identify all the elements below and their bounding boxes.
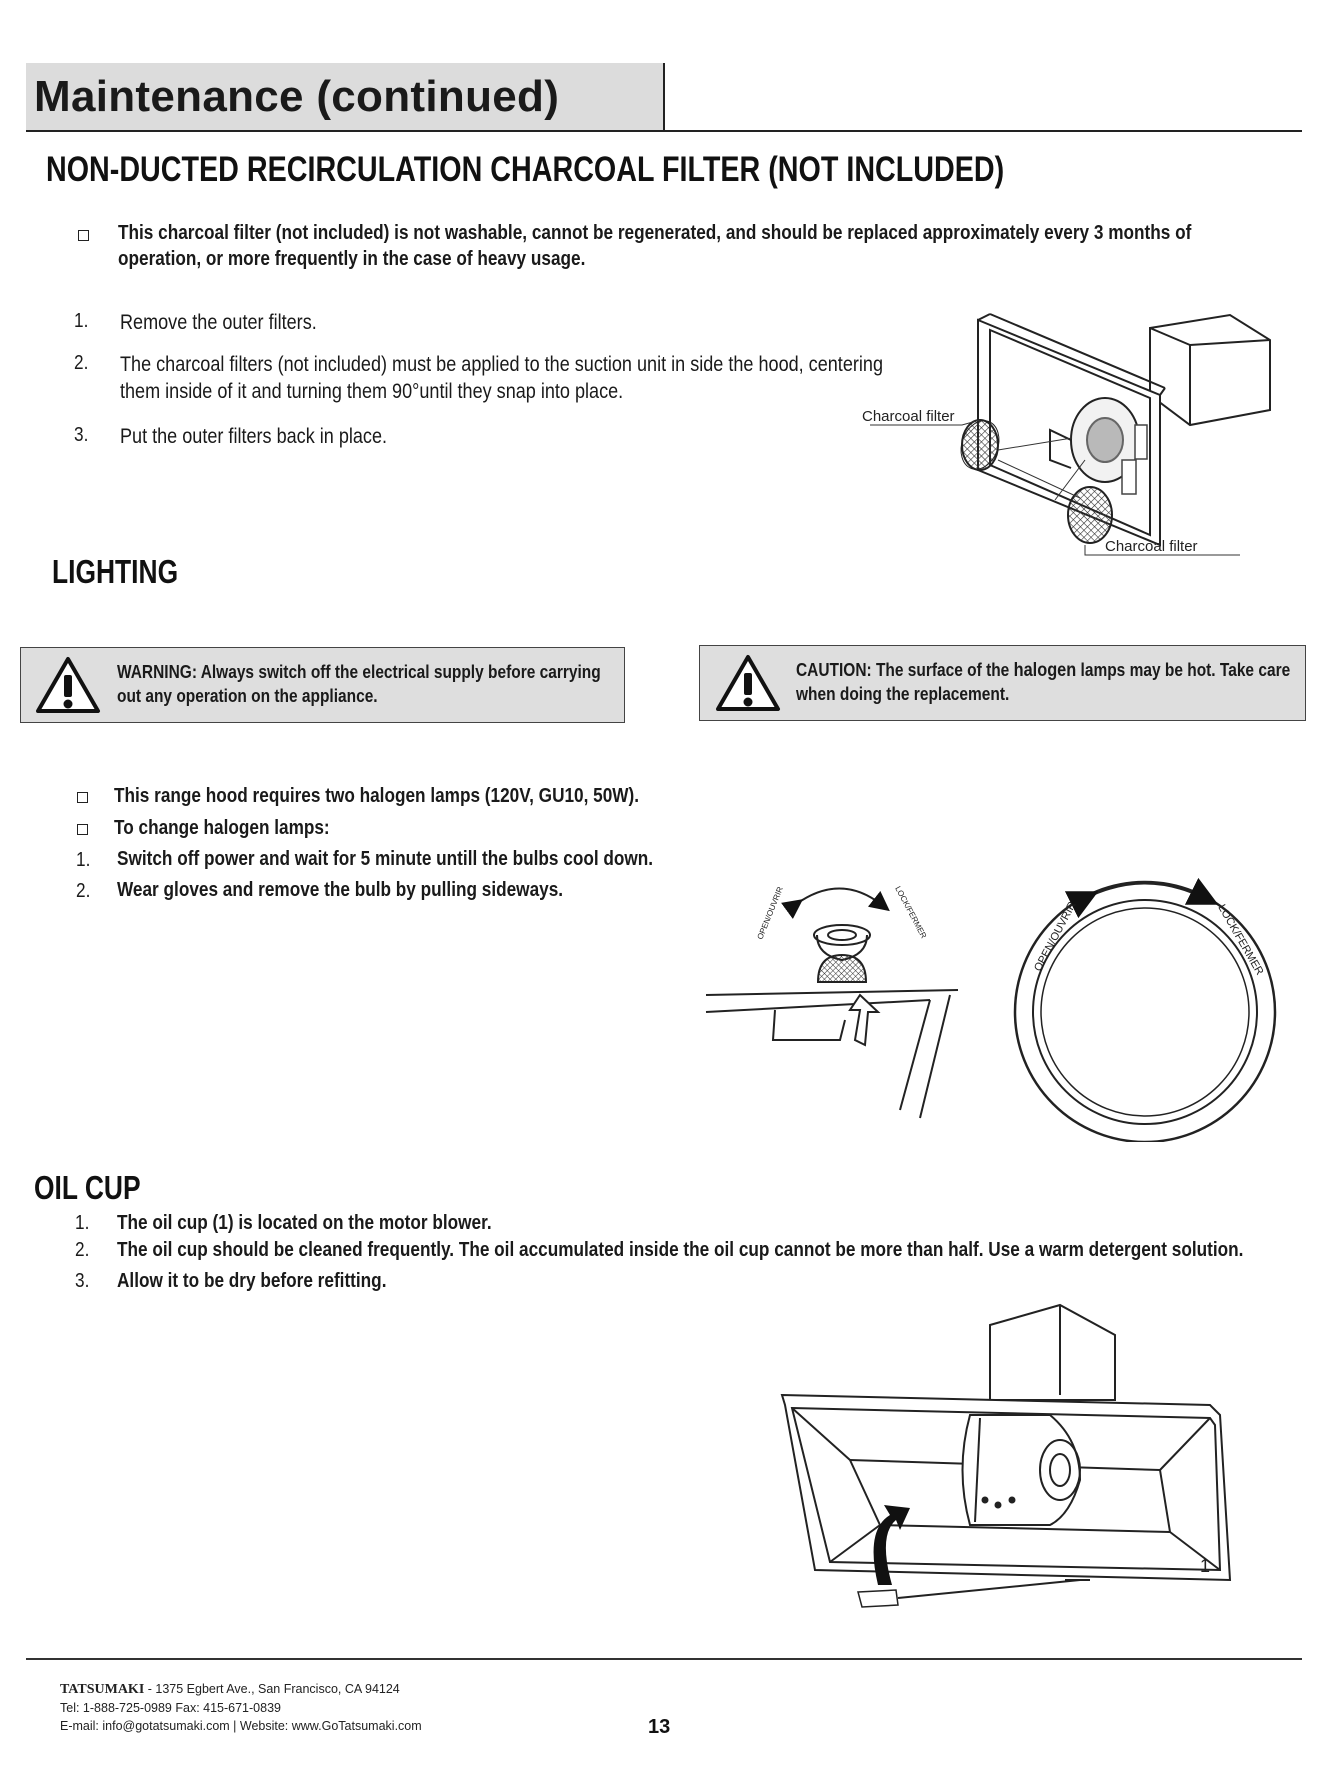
figure-label-charcoal-filter: Charcoal filter xyxy=(1105,538,1198,555)
lighting-step-text: Switch off power and wait for 5 minute untill the bulbs cool down. xyxy=(117,848,654,870)
footer-contact: E-mail: info@gotatsumaki.com | Website: www.GoTatsumaki.com xyxy=(60,1719,422,1733)
lighting-step-num: 1. xyxy=(76,849,91,871)
warning-text-line2: out any operation on the appliance. xyxy=(117,686,378,706)
bullet-square xyxy=(77,824,88,835)
oilcup-step-num: 2. xyxy=(75,1239,90,1261)
oilcup-step-num: 3. xyxy=(75,1270,90,1292)
caution-icon xyxy=(714,653,782,713)
bullet-square xyxy=(78,230,89,241)
caution-text-line1 xyxy=(796,658,1290,683)
charcoal-filter-figure xyxy=(840,300,1280,565)
caution-text-part: lamps may be hot. Take care xyxy=(1076,660,1291,680)
footer-address-line xyxy=(60,1682,400,1698)
oil-cup-callout: 1 xyxy=(1200,1556,1211,1576)
charcoal-step-text-cont: them inside of it and turning them 90°until they snap into place. xyxy=(120,380,624,403)
section-title-oil-cup: OIL CUP xyxy=(34,1169,141,1206)
warning-text-line1: WARNING: Always switch off the electrical supply before carrying xyxy=(117,662,601,682)
oilcup-step-text: The oil cup should be cleaned frequently. The oil accumulated inside the oil cup cannot be more than half. Use a warm detergent solution. xyxy=(117,1239,1244,1261)
lamp-ring-figure xyxy=(1000,862,1290,1142)
lamp-removal-figure xyxy=(700,860,970,1125)
section-title-charcoal: NON-DUCTED RECIRCULATION CHARCOAL FILTER (NOT INCLUDED) xyxy=(46,150,1005,189)
oil-cup-figure xyxy=(770,1300,1250,1620)
charcoal-note-line2: operation, or more frequently in the case of heavy usage. xyxy=(118,248,586,270)
oilcup-step-text: Allow it to be dry before refitting. xyxy=(117,1270,387,1292)
figure-label-lock: LOCK/FERMER xyxy=(1215,902,1266,978)
footer-brand: TATSUMAKI xyxy=(60,1682,145,1697)
charcoal-step-num: 1. xyxy=(74,310,89,332)
footer-rule xyxy=(26,1658,1302,1660)
footer-address: - 1375 Egbert Ave., San Francisco, CA 94124 xyxy=(144,1682,400,1696)
figure-label-open: OPEN/OUVRIR xyxy=(1032,899,1079,974)
figure-label-charcoal-filter: Charcoal filter xyxy=(862,408,955,425)
charcoal-step-num: 3. xyxy=(74,424,89,446)
figure-label-open: OPEN/OUVRIR xyxy=(755,885,785,941)
section-title-lighting: LIGHTING xyxy=(52,553,179,590)
caution-text-emphasis: halogen xyxy=(1013,660,1077,681)
page-number: 13 xyxy=(648,1716,671,1738)
lighting-step-num: 2. xyxy=(76,880,91,902)
lighting-bullet: This range hood requires two halogen lamps (120V, GU10, 50W). xyxy=(114,785,640,807)
header-rule xyxy=(26,130,1302,132)
charcoal-step-text: Put the outer filters back in place. xyxy=(120,425,388,448)
caution-text-part: CAUTION: The surface of the xyxy=(796,660,1014,680)
oilcup-step-text: The oil cup (1) is located on the motor blower. xyxy=(117,1212,492,1234)
lighting-step-text: Wear gloves and remove the bulb by pulling sideways. xyxy=(117,879,564,901)
warning-icon xyxy=(34,655,102,715)
figure-label-lock: LOCK/FERMER xyxy=(893,884,929,940)
footer-phone: Tel: 1-888-725-0989 Fax: 415-671-0839 xyxy=(60,1701,281,1715)
caution-text-line2: when doing the replacement. xyxy=(796,684,1010,704)
charcoal-step-text: The charcoal filters (not included) must be applied to the suction unit in side the hood, centering xyxy=(120,353,883,376)
page-title: Maintenance (continued) xyxy=(34,72,560,121)
charcoal-step-text: Remove the outer filters. xyxy=(120,311,317,334)
charcoal-step-num: 2. xyxy=(74,352,89,374)
lighting-bullet: To change halogen lamps: xyxy=(114,817,330,839)
bullet-square xyxy=(77,792,88,803)
oilcup-step-num: 1. xyxy=(75,1212,90,1234)
header-divider xyxy=(663,63,665,131)
charcoal-note-line1: This charcoal filter (not included) is not washable, cannot be regenerated, and should be replaced approximately every 3 months of xyxy=(118,222,1192,244)
